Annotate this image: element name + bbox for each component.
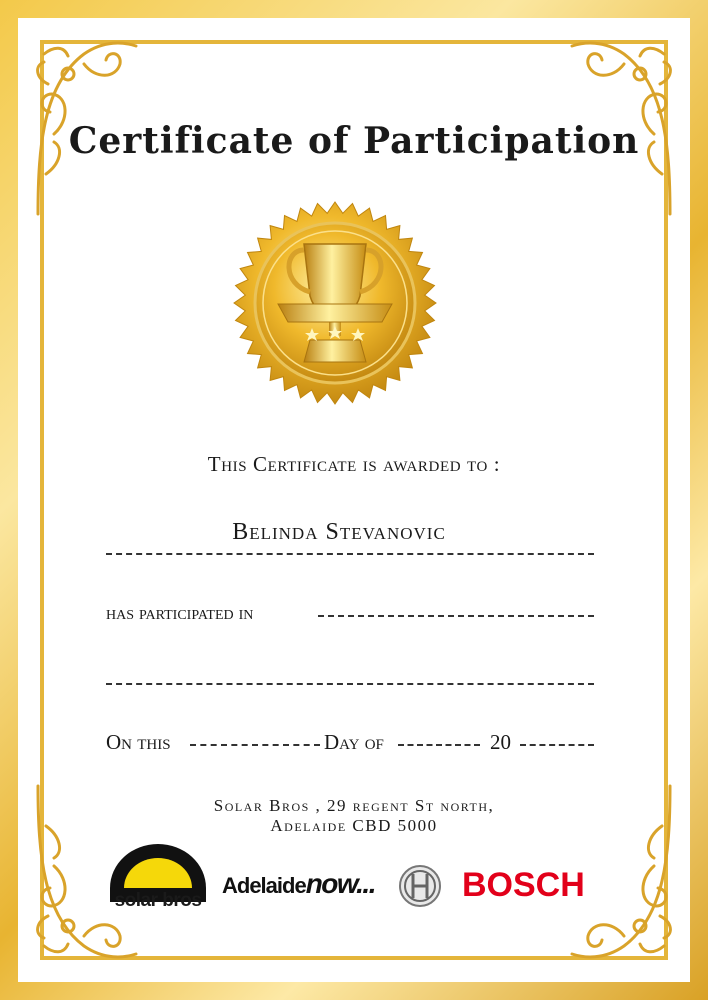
certificate-title: Certificate of Participation	[68, 120, 640, 162]
awarded-to-label: This Certificate is awarded to :	[207, 452, 501, 476]
year-dashed-line	[520, 744, 594, 746]
solar-bros-logo-text: solar bros	[114, 890, 202, 911]
day-of-label: Day of	[324, 730, 384, 754]
month-dashed-line	[398, 744, 480, 746]
date-row	[106, 730, 594, 756]
event-dashed-line-2	[106, 683, 594, 685]
participated-label: has participated in	[106, 602, 254, 624]
address-line-1: Solar Bros , 29 regent St north,	[213, 796, 495, 815]
recipient-name: Belinda Stevanovic	[232, 519, 446, 545]
bosch-logo-text: BOSCH	[462, 866, 585, 904]
address-line-2: Adelaide CBD 5000	[270, 816, 438, 835]
day-dashed-line	[190, 744, 320, 746]
on-this-label: On this	[106, 730, 171, 754]
trophy-seal-icon	[232, 200, 438, 406]
year-prefix: 20	[490, 730, 511, 754]
adelaide-logo-text: Adelaide	[222, 873, 306, 898]
now-logo-text: now...	[305, 868, 375, 899]
name-dashed-line	[106, 553, 594, 555]
event-dashed-line	[318, 615, 594, 617]
adelaide-now-logo	[222, 868, 375, 900]
bosch-armature-icon	[398, 864, 442, 908]
